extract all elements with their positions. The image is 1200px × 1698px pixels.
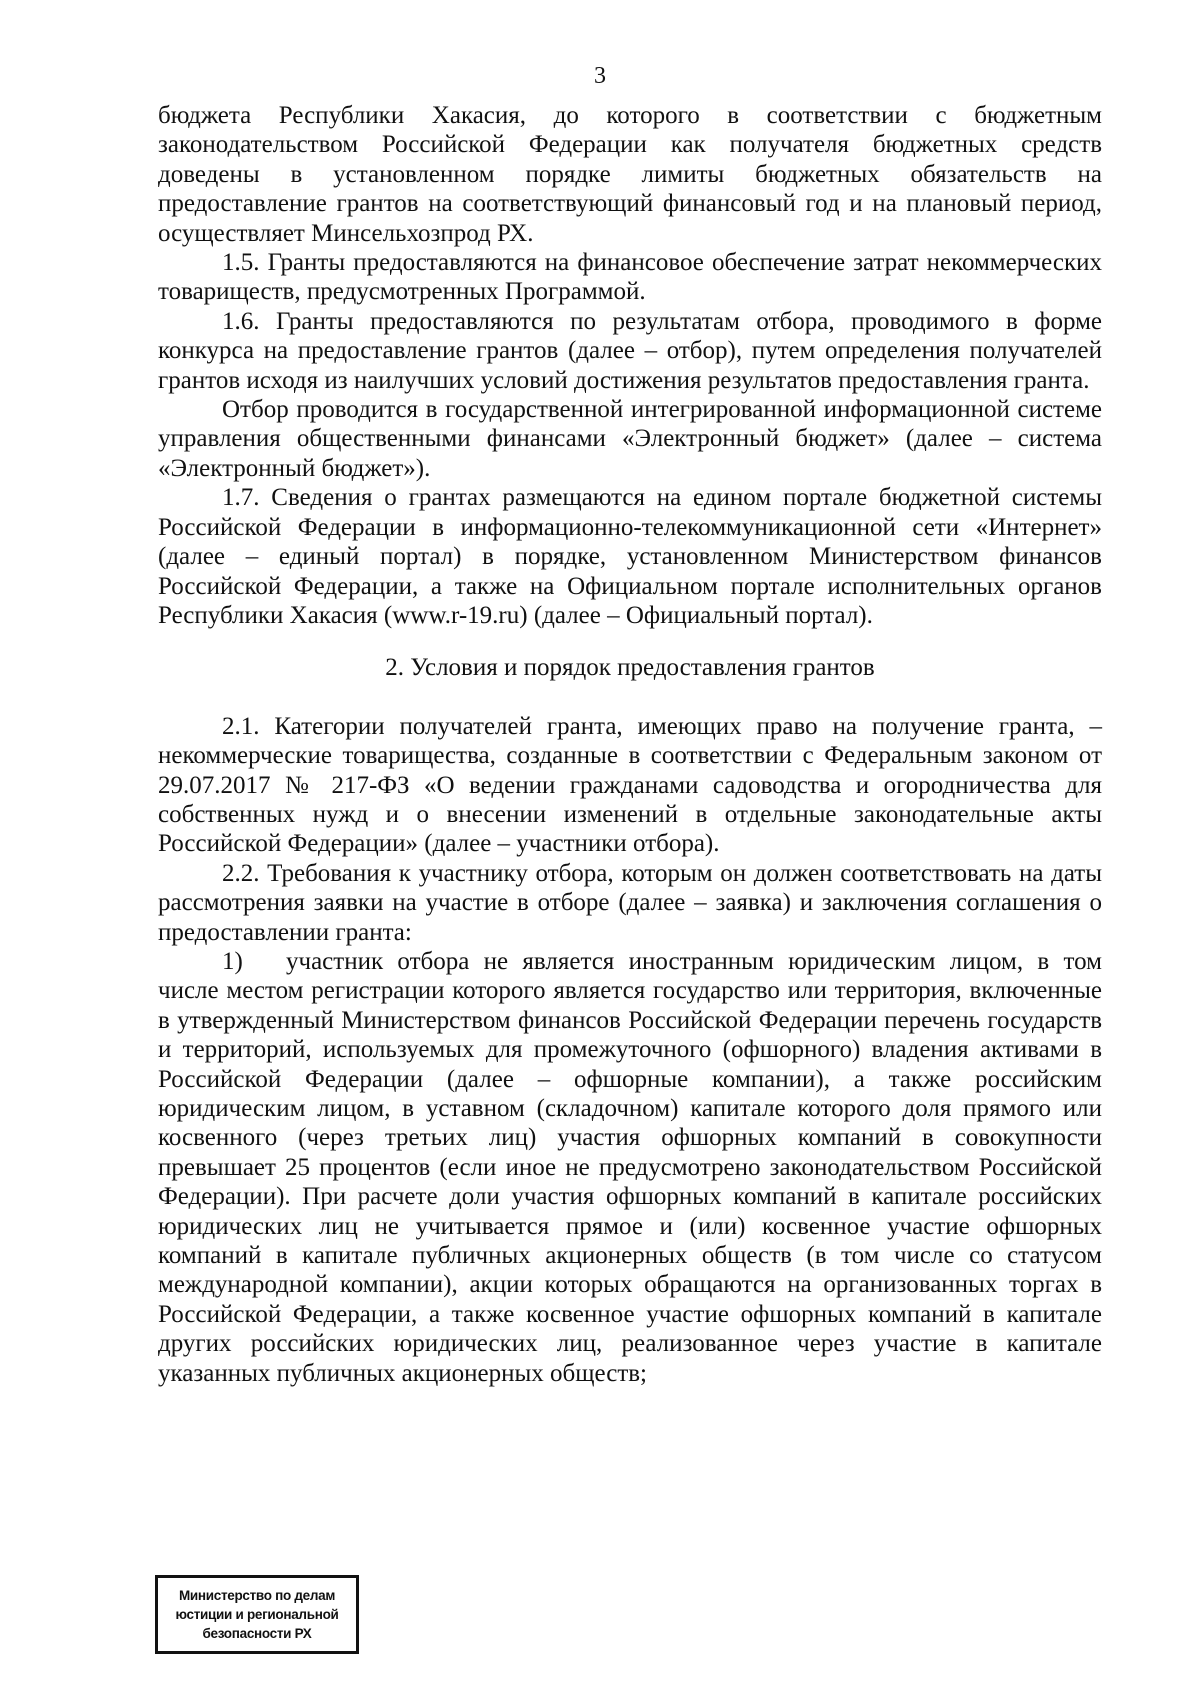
- paragraph-selection-system: Отбор проводится в государственной интегрированной информационной системе управления общественными финансами «Электронный бюджет» (далее – система «Электронный бюджет»).: [158, 396, 1102, 482]
- stamp-line-1: Министерство по делам: [178, 1588, 336, 1603]
- list-item-marker: 1): [222, 947, 243, 975]
- paragraph-1-7: 1.7. Сведения о грантах размещаются на едином портале бюджетной системы Российской Федерации в информационно-телекоммуникационной сети «Интернет» (далее – единый портал) в порядке, установленном Министерством финансов Российской Федерации, а также на Официальном портале исполнительных органов Республики Хакасия (www.r-19.ru) (далее – Официальный портал).: [158, 484, 1102, 629]
- paragraph-2-2: 2.2. Требования к участнику отбора, которым он должен соответствовать на даты рассмотрения заявки на участие в отборе (далее – заявка) и заключения соглашения о предоставлении гранта:: [158, 859, 1102, 946]
- page-number: 3: [594, 63, 606, 89]
- ministry-stamp: [155, 1575, 359, 1654]
- paragraph-1-6: 1.6. Гранты предоставляются по результатам отбора, проводимого в форме конкурса на предоставление грантов (далее – отбор), путем определения получателей грантов исходя из наилучших условий достижения результатов предоставления гранта.: [158, 307, 1102, 394]
- paragraph-continuation: бюджета Республики Хакасия, до которого в соответствии с бюджетным законодательством Российской Федерации как получателя бюджетных средств доведены в установленном порядке лимиты бюджетных обязательств на предоставление грантов на соответствующий финансовый год и на плановый период, осуществляет Минсельхозпрод РХ.: [158, 102, 1102, 247]
- list-item-text: участник отбора не является иностранным юридическим лицом, в том числе местом регистрации которого является государство или территория, включенные в утвержденный Министерством финансов Российской Федерации перечень государств и территорий, используемых для промежуточного (офшорного) владения активами в Российской Федерации (далее – офшорные компании), а также российским юридическим лицом, в уставном (складочном) капитале которого доля прямого или косвенного (через третьих лиц) участия офшорных компаний в совокупности превышает 25 процентов (если иное не предусмотрено законодательством Российской Федерации). При расчете доли участия офшорных компаний в капитале российских юридических лиц не учитывается прямое и (или) косвенное участие офшорных компаний в капитале публичных акционерных обществ (в том числе со статусом международной компании), акции которых обращаются на организованных торгах в Российской Федерации, а также косвенное участие офшорных компаний в капитале других российских юридических лиц, реализованное через участие в капитале указанных публичных акционерных обществ;: [158, 947, 1102, 1387]
- section-heading: 2. Условия и порядок предоставления грантов: [385, 654, 875, 682]
- list-item: [158, 947, 1102, 1388]
- document-body: [158, 101, 1102, 1388]
- stamp-line-3: безопасности РХ: [202, 1626, 312, 1641]
- paragraph-2-1: 2.1. Категории получателей гранта, имеющих право на получение гранта, – некоммерческие товарищества, созданные в соответствии с Федеральным законом от 29.07.2017 № 217-ФЗ «О ведении гражданами садоводства и огородничества для собственных нужд и о внесении изменений в отдельные законодательные акты Российской Федерации» (далее – участники отбора).: [158, 712, 1102, 858]
- stamp-line-2: юстиции и региональной: [175, 1607, 339, 1622]
- paragraph-1-5: 1.5. Гранты предоставляются на финансовое обеспечение затрат некоммерческих товариществ, предусмотренных Программой.: [158, 249, 1102, 306]
